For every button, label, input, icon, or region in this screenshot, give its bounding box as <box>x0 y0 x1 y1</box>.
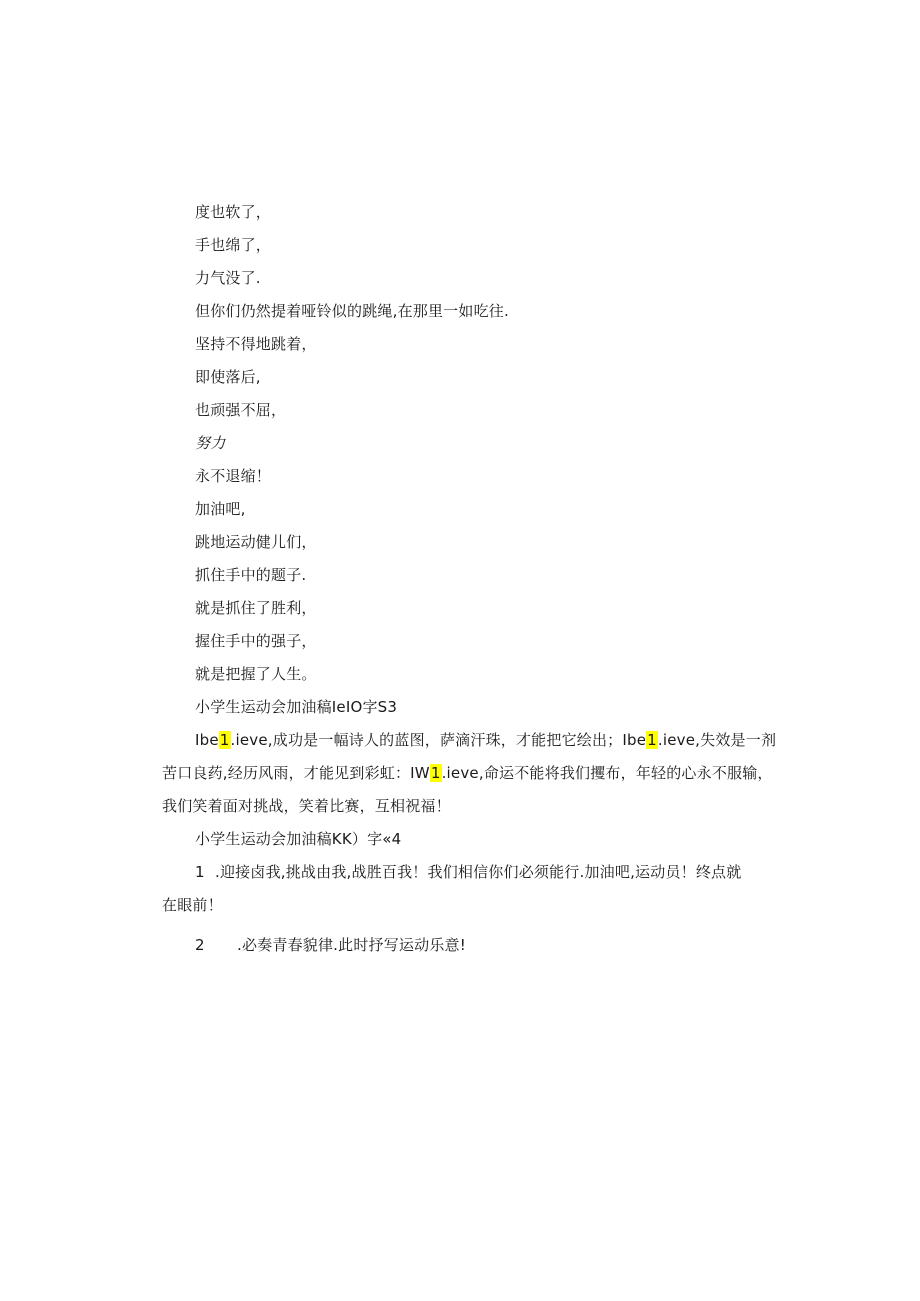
paragraph-text: .ieve,成功是一幅诗人的蓝图，萨滴汗珠，才能把它绘出；Ibe <box>230 731 647 749</box>
poem-line: 握住手中的强子， <box>195 632 317 650</box>
poem-line: 加油吧, <box>195 500 246 518</box>
paragraph-line <box>195 730 776 750</box>
list-number: 2 <box>195 936 205 954</box>
poem-line: 也顽强不屈， <box>195 401 287 419</box>
list-item-text: .迎接卤我,挑战由我,战胜百我！我们相信你们必须能行.加油吧,运动员！终点就 <box>215 863 742 881</box>
poem-line: 手也绵了， <box>195 236 272 254</box>
highlight-mark: 1 <box>647 731 657 749</box>
poem-line: 力气没了. <box>195 269 261 287</box>
poem-line: 努力 <box>195 434 226 452</box>
poem-line: 就是把握了人生。 <box>195 665 317 683</box>
paragraph-text: .ieve,命运不能将我们攫布，年轻的心永不服输， <box>441 764 773 782</box>
poem-line: 但你们仍然提着哑铃似的跳绳,在那里一如吃往. <box>195 302 509 320</box>
poem-line: 跳地运动健儿们， <box>195 533 317 551</box>
paragraph-text: .ieve,失效是一剂 <box>657 731 777 749</box>
poem-line: 即使落后, <box>195 368 261 386</box>
highlight-mark: 1 <box>219 731 230 749</box>
paragraph-line <box>162 763 773 783</box>
list-item-text: .必奏青春貌律.此时抒写运动乐意! <box>237 936 466 954</box>
paragraph-text: 苦口良药,经历风雨，才能见到彩虹：IW <box>162 764 430 782</box>
poem-line: 坚持不得地跳着， <box>195 335 317 353</box>
poem-line: 永不退缩！ <box>195 467 272 485</box>
paragraph-text: Ibe <box>195 731 219 749</box>
highlight-mark: 1 <box>430 764 441 782</box>
poem-line: 抓住手中的题子. <box>195 566 307 584</box>
list-item <box>195 935 466 955</box>
poem-line: 就是抓住了胜利， <box>195 599 317 617</box>
list-item <box>195 862 741 882</box>
section-heading: 小学生运动会加油稿IeIO字S3 <box>195 698 398 716</box>
poem-line: 度也软了， <box>195 203 272 221</box>
section-heading: 小学生运动会加油稿KK）字«4 <box>195 830 402 848</box>
list-item-continuation: 在眼前！ <box>162 896 223 914</box>
paragraph-line: 我们笑着面对挑战，笑着比赛，互相祝福！ <box>162 797 451 815</box>
list-number: 1 <box>195 863 205 881</box>
